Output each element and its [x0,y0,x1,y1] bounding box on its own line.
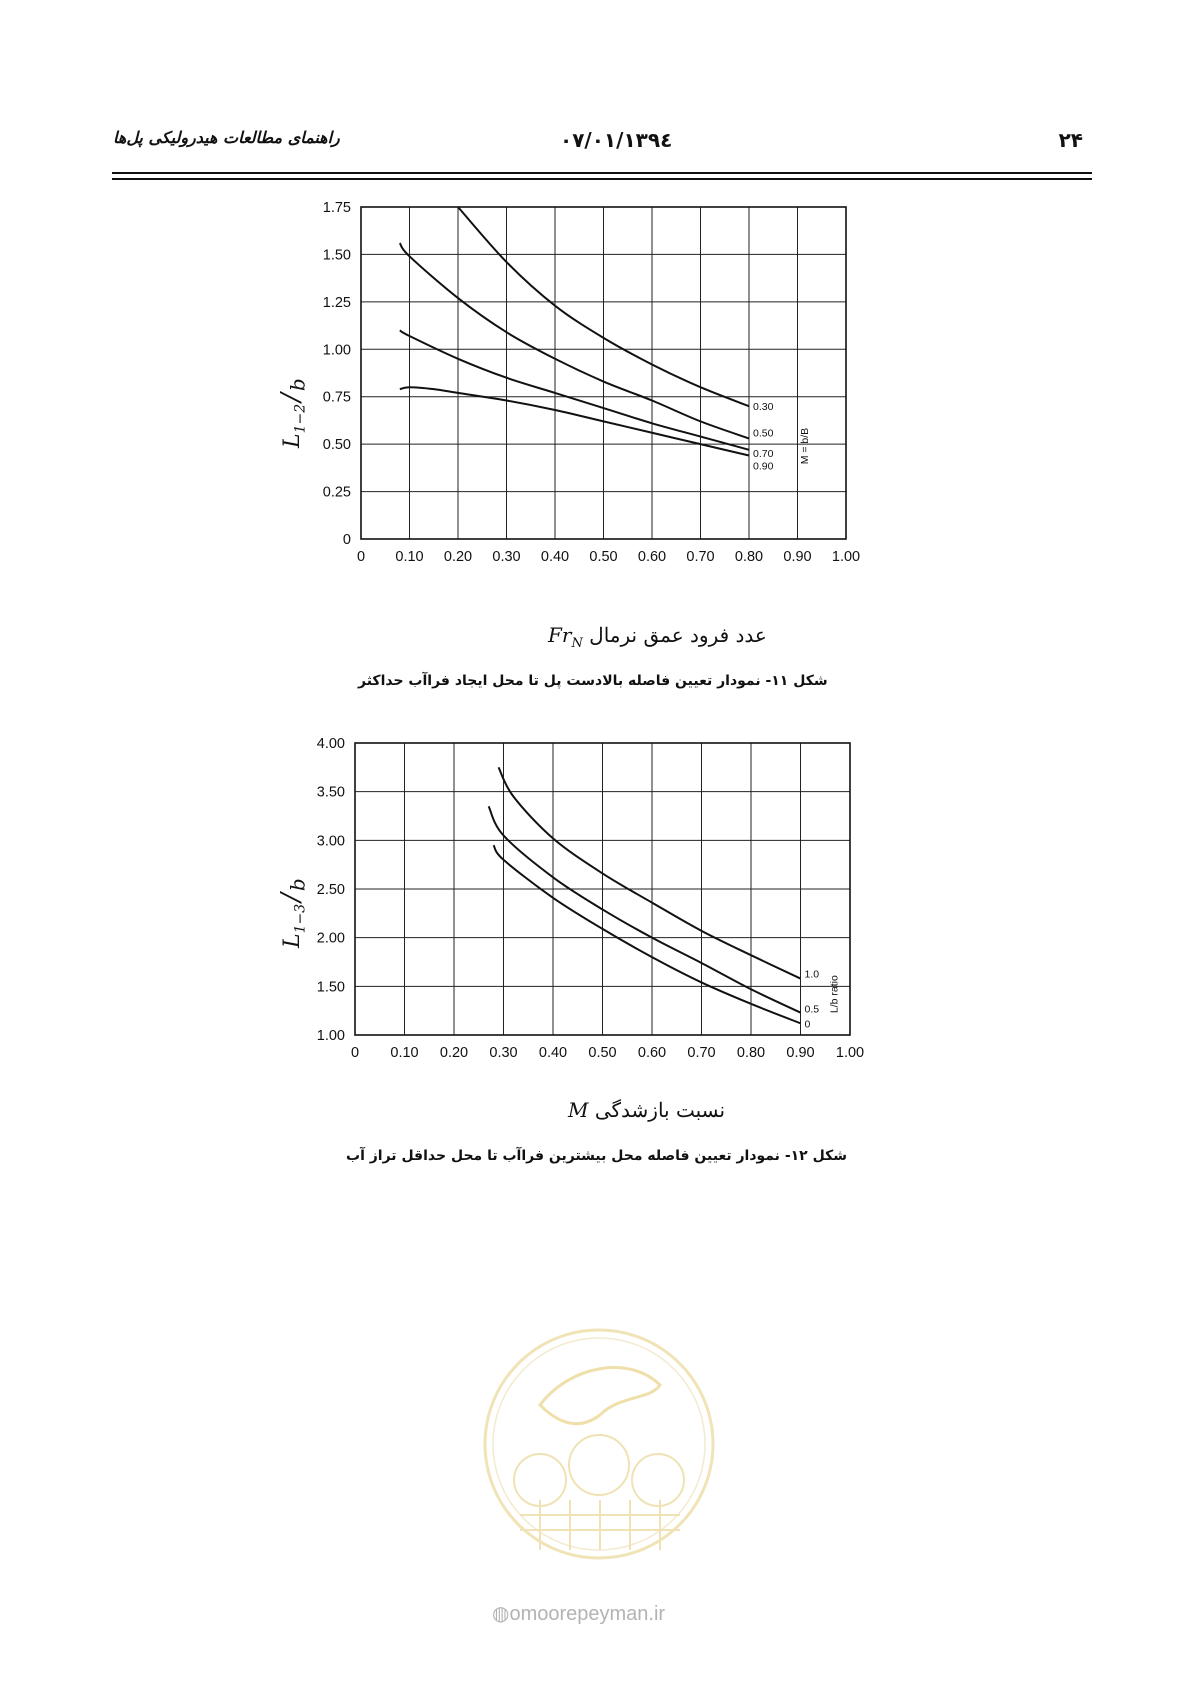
figure11-ylabel: $L_{1-2}/_b$ [276,378,310,448]
x-tick-label: 0.60 [637,549,667,565]
y-tick-label: 3.50 [316,784,345,801]
y-tick-label: 1.50 [322,247,351,264]
x-tick-label: 0.90 [786,1045,815,1061]
series-label-0.50: 0.50 [753,427,774,440]
y-tick-label: 2.50 [316,882,345,898]
figure12-ylabel: $L_{1-3}/_b$ [276,878,310,948]
watermark-url: ◍omoorepeyman.ir [492,1603,666,1625]
x-tick-label: 0.30 [492,549,521,565]
series-line-1.0 [499,767,801,978]
book-title: راهنمای مطالعات هیدرولیکی پل‌ها [113,128,340,147]
y-tick-label: 0.75 [322,389,351,406]
side-label: M = b/B [799,427,812,465]
y-tick-label: 4.00 [316,736,345,752]
watermark-seal [480,1325,718,1563]
x-tick-label: 0.30 [489,1045,518,1061]
figure12-caption: شکل ۱۲- نمودار تعیین فاصله محل بیشترین فراآب تا محل حداقل تراز آب [346,1148,847,1164]
y-tick-label: 0.50 [322,437,351,454]
header-rule-top [112,172,1092,174]
header-date: ۱۳۹٤/۰۷/۰۱ [560,128,673,152]
series-label-0.90: 0.90 [753,460,774,473]
series-line-0.90 [400,387,749,455]
x-tick-label: 0.20 [443,549,473,565]
x-tick-label: 0.10 [390,1045,419,1061]
y-tick-label: 1.75 [322,200,351,216]
series-line-0.70 [400,330,749,450]
x-tick-label: 0.60 [637,1045,667,1061]
x-tick-label: 0.90 [783,549,812,565]
x-tick-label: 0.70 [686,549,715,565]
figure11-chart [300,200,940,620]
x-tick-label: 0.40 [540,549,570,565]
y-tick-label: 0 [342,532,351,548]
y-tick-label: 1.00 [322,342,351,359]
header-rule-bottom [112,178,1092,180]
x-tick-label: 0.50 [589,549,618,565]
x-tick-label: 0.80 [736,1045,766,1061]
figure11-xlabel: عدد فرود عمق نرمال $Fr_N$ [548,623,767,651]
y-tick-label: 1.50 [316,979,345,996]
x-tick-label: 0.70 [687,1045,716,1061]
y-tick-label: 2.00 [316,930,345,947]
x-tick-label: 0.40 [538,1045,568,1061]
x-tick-label: 0.80 [734,549,764,565]
x-tick-label: 0.20 [439,1045,469,1061]
y-tick-label: 3.00 [316,833,345,850]
x-tick-label: 0.10 [395,549,424,565]
side-label: L/b ratio [828,975,841,1014]
series-label-0.5: 0.5 [804,1003,820,1016]
y-tick-label: 0.25 [322,484,351,501]
series-line-0.5 [489,806,801,1012]
series-line-0.50 [400,243,749,438]
y-tick-label: 1.25 [322,294,351,311]
x-tick-label: 1.00 [831,549,861,565]
figure12-xlabel: نسبت بازشدگی M [568,1098,726,1122]
series-label-0: 0 [804,1018,811,1031]
y-tick-label: 1.00 [316,1028,345,1044]
page-number: ۲۴ [1058,128,1083,152]
figure11-caption: شکل ۱۱- نمودار تعیین فاصله بالادست پل تا محل ایجاد فراآب حداکثر [358,673,828,689]
x-tick-label: 0 [356,549,366,565]
x-tick-label: 0.50 [588,1045,617,1061]
series-label-0.30: 0.30 [753,401,774,414]
x-tick-label: 0 [350,1045,360,1061]
series-label-0.70: 0.70 [753,447,774,460]
globe-icon: ◍ [492,1603,510,1625]
x-tick-label: 1.00 [835,1045,865,1061]
series-label-1.0: 1.0 [804,968,820,981]
figure12-chart [300,730,940,1100]
